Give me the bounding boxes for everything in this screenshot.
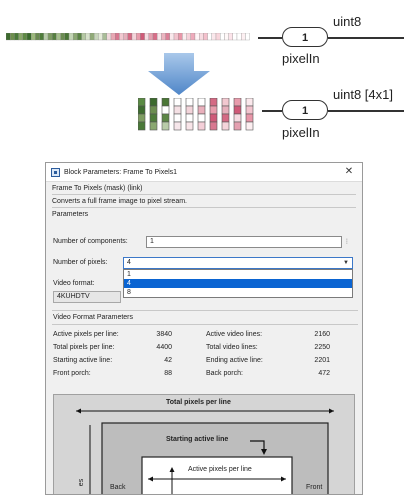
video-format-diagram xyxy=(53,394,355,495)
pixel-cell xyxy=(245,33,249,40)
block-parameters-dialog xyxy=(45,162,363,495)
pixel-cell xyxy=(237,33,241,40)
pixel-cell xyxy=(149,33,153,40)
pixel-cell xyxy=(98,33,102,40)
block-description: Converts a full frame image to pixel stream. xyxy=(52,198,187,205)
pixel-cell xyxy=(107,33,111,40)
top-port-number: 1 xyxy=(301,32,309,44)
pixel-cell xyxy=(212,33,216,40)
dropdown-option[interactable]: 8 xyxy=(127,289,131,296)
pixel-column-cell xyxy=(210,106,217,114)
param-value: 2160 xyxy=(314,331,330,338)
pixel-column-cell xyxy=(210,114,217,122)
pixel-cell xyxy=(224,33,228,40)
pixel-cell xyxy=(52,33,56,40)
pixel-cell xyxy=(128,33,132,40)
pixel-cell xyxy=(203,33,207,40)
video-format-params-heading: Video Format Parameters xyxy=(53,314,134,321)
starting-active-label: Starting active line xyxy=(166,436,229,443)
param-value: 2250 xyxy=(314,344,330,351)
pixel-cell xyxy=(241,33,245,40)
pixel-cell xyxy=(90,33,94,40)
pixel-cell xyxy=(40,33,44,40)
pixel-cell xyxy=(140,33,144,40)
pixel-cell xyxy=(10,33,14,40)
pixel-cell xyxy=(182,33,186,40)
active-pixels-label: Active pixels per line xyxy=(188,466,252,473)
diagram-graphic xyxy=(54,395,355,495)
pixel-cell xyxy=(136,33,140,40)
pixel-cell xyxy=(73,33,77,40)
pixel-column-cell xyxy=(246,122,253,130)
num-components-input[interactable]: 1 xyxy=(146,236,342,248)
pixel-column-cell xyxy=(174,98,181,106)
pixel-column-cell xyxy=(198,106,205,114)
num-pixels-dropdown xyxy=(123,269,353,298)
pixel-cell xyxy=(82,33,86,40)
pixel-cell xyxy=(229,33,233,40)
num-pixels-select[interactable] xyxy=(123,257,353,269)
pixel-cell xyxy=(187,33,191,40)
pixel-cell xyxy=(199,33,203,40)
pixel-cell xyxy=(124,33,128,40)
pixel-cell xyxy=(233,33,237,40)
param-label: Total video lines: xyxy=(206,344,258,351)
pixel-cell xyxy=(195,33,199,40)
pixel-column-cell xyxy=(162,106,169,114)
mask-heading: Frame To Pixels (mask) (link) xyxy=(52,185,143,192)
pixel-cell xyxy=(19,33,23,40)
param-label: Active pixels per line: xyxy=(53,331,119,338)
spin-icon[interactable]: ⋮ xyxy=(344,239,350,245)
pixel-column-cell xyxy=(174,114,181,122)
bottom-port-label: pixelIn xyxy=(282,125,320,140)
pixel-column-cell xyxy=(234,122,241,130)
pixel-cell xyxy=(103,33,107,40)
pixel-strip xyxy=(6,33,260,41)
param-label: Starting active line: xyxy=(53,357,113,364)
pixel-cell xyxy=(157,33,161,40)
pixel-column-cell xyxy=(138,122,145,130)
bottom-wire-right xyxy=(328,110,404,112)
param-value: 4400 xyxy=(156,344,172,351)
num-components-label: Number of components: xyxy=(53,238,128,245)
pixel-cell xyxy=(31,33,35,40)
pixel-cell xyxy=(191,33,195,40)
divider xyxy=(52,310,358,311)
front-porch-label: Front xyxy=(306,484,323,491)
pixel-column-cell xyxy=(222,122,229,130)
pixel-column-cell xyxy=(150,122,157,130)
pixel-column-cell xyxy=(210,98,217,106)
pixel-column-cell xyxy=(222,106,229,114)
pixel-cell xyxy=(208,33,212,40)
video-format-select[interactable]: 4KUHDTV xyxy=(53,291,121,303)
pixel-column-cell xyxy=(246,106,253,114)
pixel-cell xyxy=(111,33,115,40)
back-porch-label: Back xyxy=(110,484,126,491)
dialog-title: Block Parameters: Frame To Pixels1 xyxy=(64,168,178,176)
pixel-column-cell xyxy=(162,114,169,122)
bottom-wire-left xyxy=(262,110,282,112)
pixel-column-cell xyxy=(234,98,241,106)
pixel-column-cell xyxy=(162,122,169,130)
pixel-columns xyxy=(138,98,262,132)
pixel-column-cell xyxy=(138,98,145,106)
pixel-column-cell xyxy=(186,114,193,122)
pixel-column-cell xyxy=(198,98,205,106)
pixel-cell xyxy=(170,33,174,40)
bottom-inport-block[interactable] xyxy=(282,100,328,120)
bottom-signal-type: uint8 [4x1] xyxy=(333,87,393,102)
total-lines-label: es xyxy=(78,478,86,487)
pixel-cell xyxy=(174,33,178,40)
pixel-cell xyxy=(23,33,27,40)
pixel-cell xyxy=(27,33,31,40)
param-label: Back porch: xyxy=(206,370,243,377)
pixel-cell xyxy=(35,33,39,40)
num-pixels-label: Number of pixels: xyxy=(53,259,108,266)
down-arrow-icon xyxy=(148,53,210,95)
param-value: 472 xyxy=(318,370,330,377)
param-label: Front porch: xyxy=(53,370,91,377)
param-value: 88 xyxy=(164,370,172,377)
pixel-cell xyxy=(178,33,182,40)
parameters-heading: Parameters xyxy=(52,211,89,218)
pixel-column-cell xyxy=(150,106,157,114)
pixel-column-cell xyxy=(222,98,229,106)
pixel-column-cell xyxy=(162,98,169,106)
pixel-cell xyxy=(61,33,65,40)
dropdown-option-selected[interactable]: 4 xyxy=(124,279,352,288)
param-label: Total pixels per line: xyxy=(53,344,115,351)
pixel-column-cell xyxy=(174,122,181,130)
pixel-column-cell xyxy=(174,106,181,114)
pixel-cell xyxy=(65,33,69,40)
pixel-column-cell xyxy=(138,114,145,122)
pixel-column-cell xyxy=(150,114,157,122)
param-value: 2201 xyxy=(314,357,330,364)
pixel-column-cell xyxy=(198,114,205,122)
top-port-label: pixelIn xyxy=(282,51,320,66)
pixel-cell xyxy=(115,33,119,40)
pixel-cell xyxy=(216,33,220,40)
top-inport-block[interactable] xyxy=(282,27,328,47)
chevron-down-icon: ▼ xyxy=(343,260,349,266)
pixel-column-cell xyxy=(246,114,253,122)
pixel-cell xyxy=(77,33,81,40)
num-pixels-value: 4 xyxy=(127,259,131,266)
top-signal-type: uint8 xyxy=(333,14,362,29)
pixel-column-cell xyxy=(222,114,229,122)
param-label: Active video lines: xyxy=(206,331,263,338)
param-label: Ending active line: xyxy=(206,357,263,364)
close-button[interactable]: ✕ xyxy=(344,166,354,177)
pixel-column-cell xyxy=(150,98,157,106)
param-value: 42 xyxy=(164,357,172,364)
pixel-cell xyxy=(94,33,98,40)
pixel-cell xyxy=(161,33,165,40)
pixel-cell xyxy=(44,33,48,40)
pixel-column-cell xyxy=(186,98,193,106)
pixel-column-cell xyxy=(198,122,205,130)
pixel-cell xyxy=(48,33,52,40)
pixel-cell xyxy=(69,33,73,40)
top-wire-left xyxy=(258,37,282,39)
pixel-column-cell xyxy=(186,122,193,130)
pixel-cell xyxy=(145,33,149,40)
pixel-column-cell xyxy=(246,98,253,106)
pixel-cell xyxy=(119,33,123,40)
pixel-cell xyxy=(14,33,18,40)
block-icon xyxy=(51,168,60,177)
pixel-column-cell xyxy=(234,114,241,122)
pixel-column-cell xyxy=(186,106,193,114)
pixel-column-cell xyxy=(138,106,145,114)
divider xyxy=(52,324,358,325)
pixel-cell xyxy=(6,33,10,40)
pixel-cell xyxy=(166,33,170,40)
total-pixels-label: Total pixels per line xyxy=(166,399,231,406)
pixel-cell xyxy=(132,33,136,40)
param-value: 3840 xyxy=(156,331,172,338)
pixel-column-cell xyxy=(234,106,241,114)
bottom-port-number: 1 xyxy=(301,105,309,117)
pixel-cell xyxy=(56,33,60,40)
pixel-cell xyxy=(220,33,224,40)
top-wire-right xyxy=(328,37,404,39)
dropdown-option[interactable]: 1 xyxy=(127,271,131,278)
dialog-titlebar[interactable] xyxy=(46,163,362,182)
video-format-label: Video format: xyxy=(53,280,95,287)
pixel-cell xyxy=(153,33,157,40)
pixel-column-cell xyxy=(210,122,217,130)
pixel-cell xyxy=(86,33,90,40)
